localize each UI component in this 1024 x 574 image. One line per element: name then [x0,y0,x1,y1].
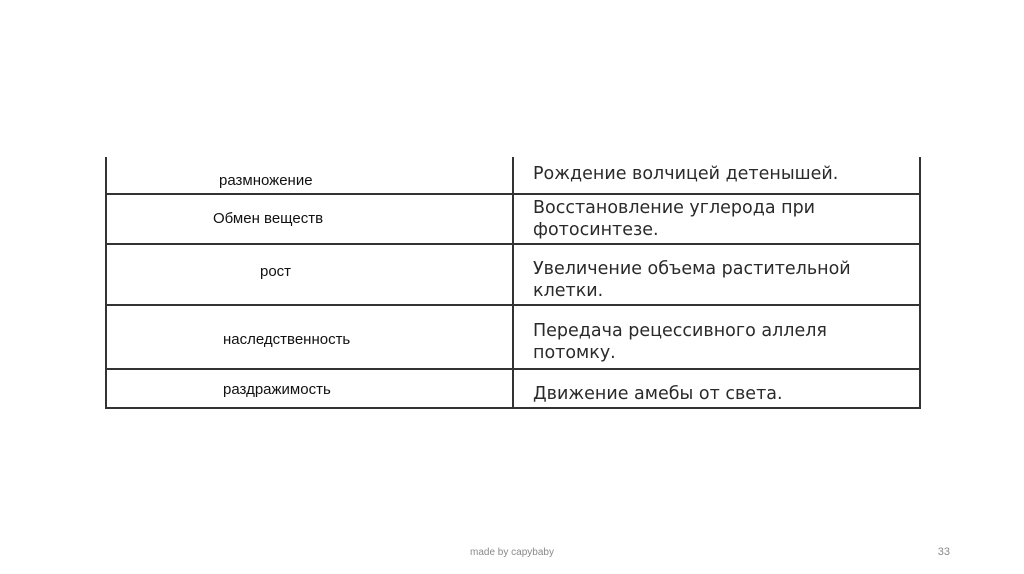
term-cell: раздражимость [223,381,331,398]
table-row [107,245,919,306]
example-cell: Увеличение объема растительной клетки. [533,259,851,301]
table-row [107,157,919,195]
table-row [107,306,919,370]
term-cell: размножение [219,172,313,189]
example-cell: Восстановление углерода при фотосинтезе. [533,198,816,240]
table-row [107,195,919,245]
example-cell: Передача рецессивного аллеля потомку. [533,321,827,363]
footer-credit: made by capybaby [470,547,554,558]
properties-table [105,157,921,409]
example-cell: Рождение волчицей детенышей. [533,164,839,184]
table-row [107,370,919,407]
example-cell: Движение амебы от света. [533,384,783,404]
page-number: 33 [937,546,950,558]
term-cell: Обмен веществ [213,210,324,227]
term-cell: рост [260,263,292,280]
term-cell: наследственность [223,331,351,348]
